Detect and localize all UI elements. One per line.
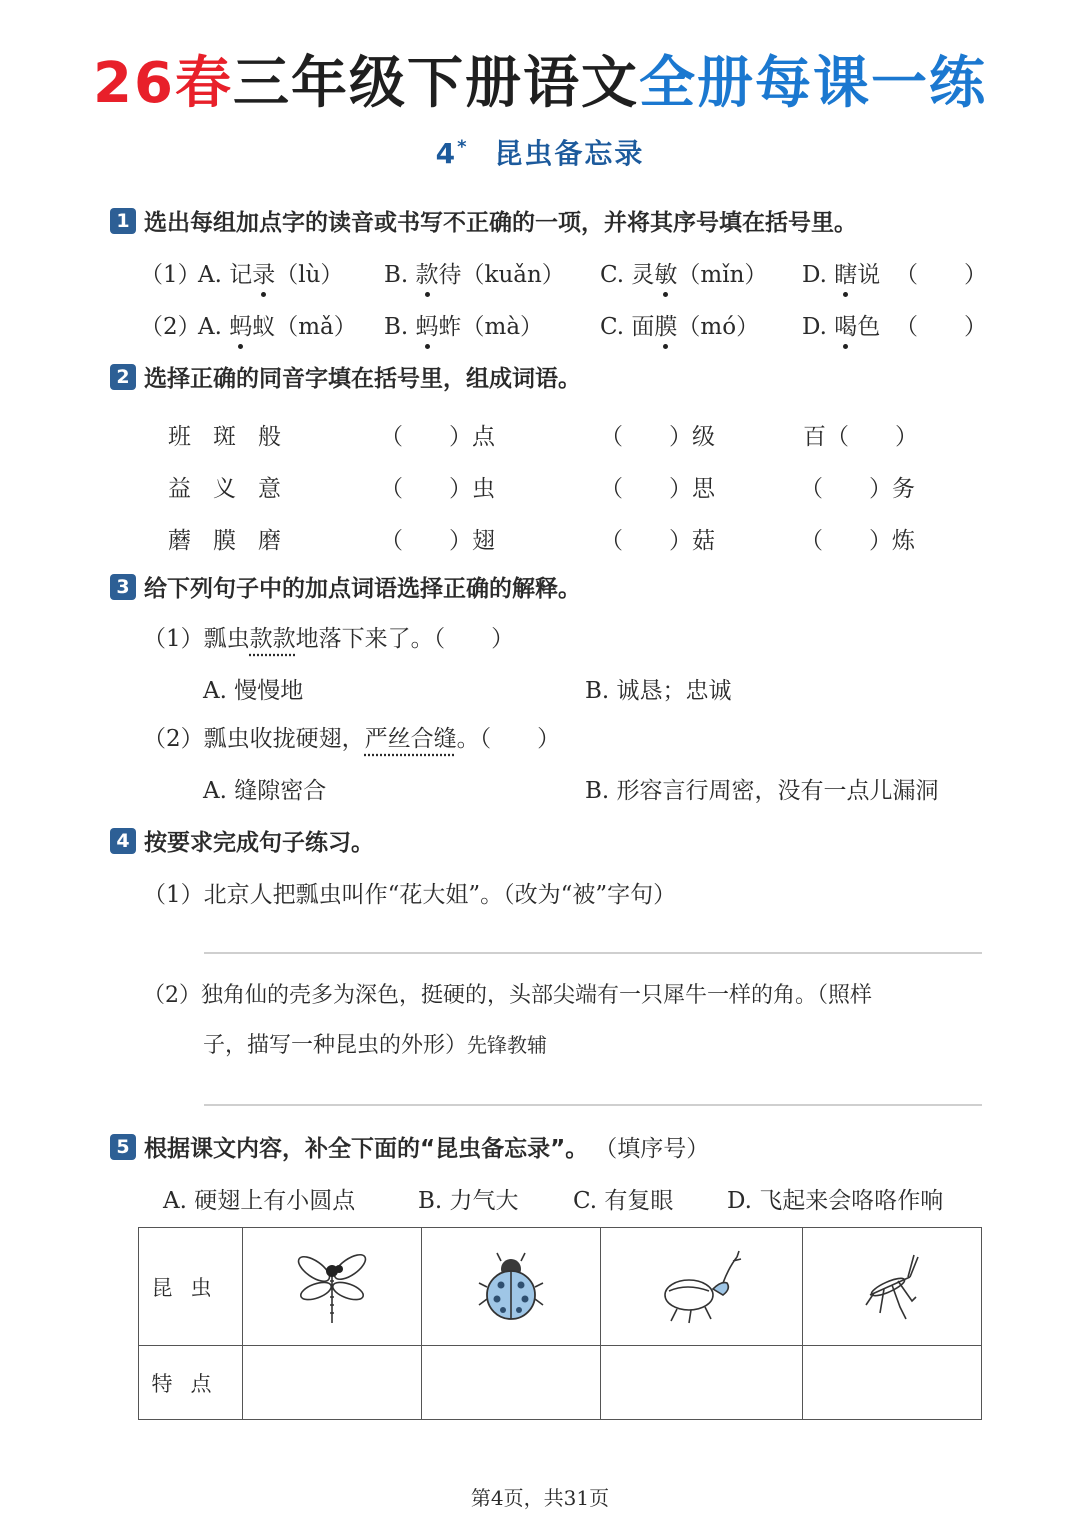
q1-row2-option-c: C. 面膜（mó） [600,308,759,341]
q3-sentence-1: （1）瓢虫款款地落下来了。（ ） [143,626,515,652]
question-1-heading [110,204,857,237]
q1-row1-option-d: D. 瞎说 [802,256,880,289]
insect-cell-3 [601,1228,802,1346]
q2-row1-blank2[interactable]: （ ）级 [600,424,715,450]
page-footer: 第4页，共31页 [470,1486,610,1510]
feature-answer-cell-3[interactable] [601,1346,802,1420]
q1-row2-option-a: A. 蚂蚁（mǎ） [198,308,357,341]
question-text: 选择正确的同音字填在括号里，组成词语。 [144,366,581,392]
question-text: 根据课文内容，补全下面的“昆虫备忘录”。 [144,1136,589,1162]
question-2-heading [110,360,581,393]
q5-option-b: B. 力气大 [418,1188,519,1214]
lesson-title [0,132,1080,172]
rhinoceros-beetle-icon [657,1247,747,1327]
lesson-star: * [457,136,469,158]
q1-row2-answer-blank[interactable]: （ ） [895,314,987,340]
question-text: 按要求完成句子练习。 [144,830,374,856]
feature-answer-cell-1[interactable] [243,1346,422,1420]
answer-line-1[interactable] [204,952,982,954]
grasshopper-icon [852,1247,932,1327]
row-label-insect: 昆虫 [139,1228,243,1346]
q1-row1-option-a: A. 记录（lù） [198,256,343,289]
q1-row2-label: （2） [140,314,201,340]
q2-row1-blank1[interactable]: （ ）点 [380,424,495,450]
q1-row1-option-b: B. 款待（kuǎn） [384,256,565,289]
insect-cell-2 [422,1228,601,1346]
q2-row3-blank2[interactable]: （ ）菇 [600,528,715,554]
q3-sentence-2: （2）瓢虫收拢硬翅，严丝合缝。（ ） [143,726,561,752]
q5-option-c: C. 有复眼 [573,1188,674,1214]
q3-s2-option-a: A. 缝隙密合 [203,778,327,804]
question-4-heading [110,824,374,857]
feature-answer-cell-2[interactable] [422,1346,601,1420]
q2-row2-blank3[interactable]: （ ）务 [800,476,915,502]
q1-row1-label: （1） [140,262,201,288]
q4-item-1: （1）北京人把瓢虫叫作“花大姐”。（改为“被”字句） [143,882,677,908]
question-number-badge: 5 [110,1134,136,1160]
banner-part1: 26春 [93,51,233,116]
q2-row3-chars: 蘑膜磨 [168,528,303,554]
dragonfly-icon [292,1247,372,1327]
question-number-badge: 2 [110,364,136,390]
insect-cell-4 [802,1228,981,1346]
q1-row2-option-d: D. 喝色 [802,308,880,341]
question-number-badge: 3 [110,574,136,600]
answer-line-2[interactable] [204,1104,982,1106]
question-text: 给下列句子中的加点词语选择正确的解释。 [144,576,581,602]
q2-row1-blank3[interactable]: 百（ ） [803,424,918,450]
insect-memo-table [138,1227,982,1420]
lesson-name: 昆虫备忘录 [494,137,645,170]
q3-s2-option-b: B. 形容言行周密，没有一点儿漏洞 [585,778,939,804]
q2-row3-blank3[interactable]: （ ）炼 [800,528,915,554]
q1-row2-option-b: B. 蚂蚱（mà） [384,308,543,341]
q5-option-d: D. 飞起来会咯咯作响 [727,1188,944,1214]
q2-row3-blank1[interactable]: （ ）翅 [380,528,495,554]
question-number-badge: 1 [110,208,136,234]
banner-title [0,44,1080,124]
q2-row1-chars: 班斑般 [168,424,303,450]
dotted-word: 款款 [249,626,296,652]
q4-item-2-line2: 子，描写一种昆虫的外形）先锋教辅 [203,1033,548,1058]
insect-cell-1 [243,1228,422,1346]
q2-row2-chars: 益义意 [168,476,303,502]
feature-answer-cell-4[interactable] [802,1346,981,1420]
q3-s1-option-b: B. 诚恳；忠诚 [585,678,732,704]
q5-option-a: A. 硬翅上有小圆点 [163,1188,356,1214]
ladybug-icon [471,1247,551,1327]
lesson-number: 4 [435,137,458,170]
question-3-heading [110,570,581,603]
banner-part3: 全册每课一练 [638,51,987,116]
question-note: （填序号） [594,1136,710,1162]
q3-s1-option-a: A. 慢慢地 [203,678,304,704]
q4-item-2-line1: （2）独角仙的壳多为深色，挺硬的，头部尖端有一只犀牛一样的角。（照样 [143,983,872,1008]
row-label-feature: 特点 [139,1346,243,1420]
q2-row2-blank1[interactable]: （ ）虫 [380,476,495,502]
watermark: 先锋教辅 [467,1033,548,1057]
question-5-heading [110,1130,709,1163]
dotted-word: 严丝合缝 [364,726,457,752]
q1-row1-answer-blank[interactable]: （ ） [895,262,987,288]
question-text: 选出每组加点字的读音或书写不正确的一项，并将其序号填在括号里。 [144,210,857,236]
banner-part2: 三年级下册语文 [232,51,639,116]
q2-row2-blank2[interactable]: （ ）思 [600,476,715,502]
question-number-badge: 4 [110,828,136,854]
q1-row1-option-c: C. 灵敏（mǐn） [600,256,767,289]
